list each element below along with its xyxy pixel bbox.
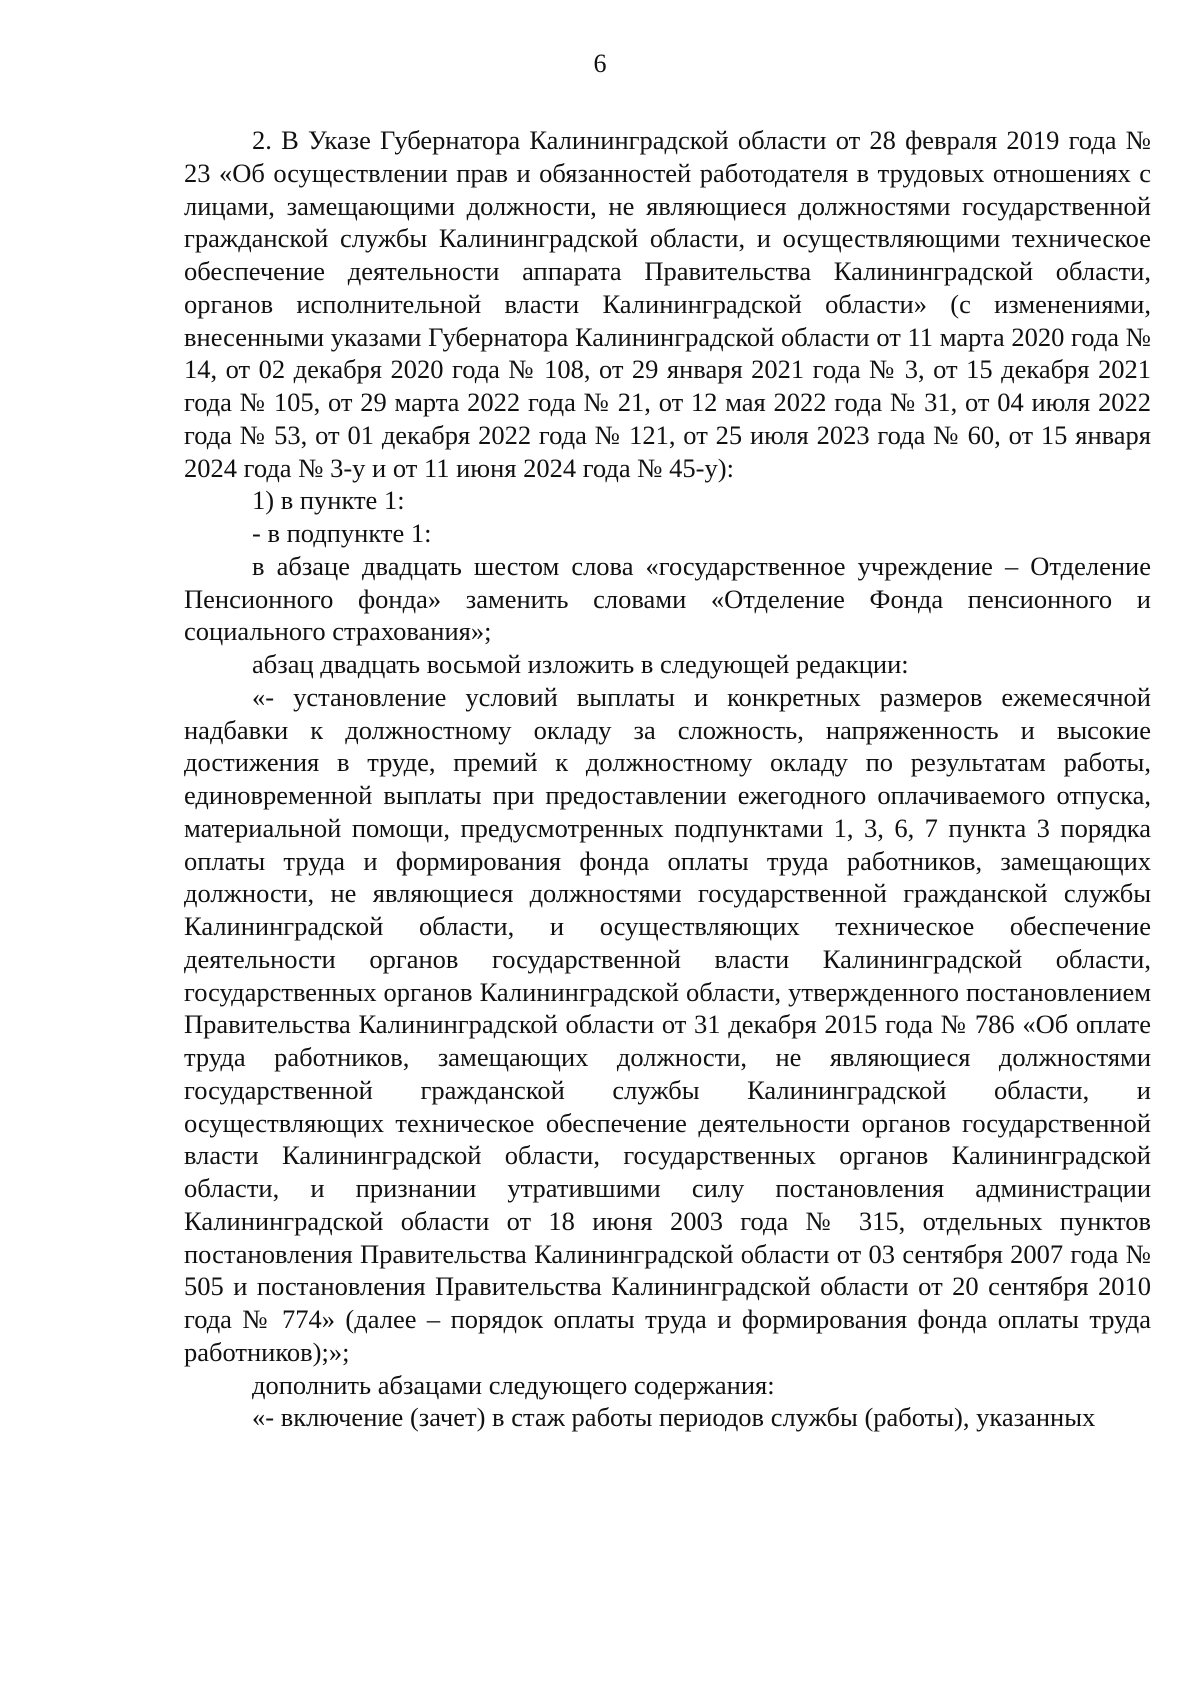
paragraph-supplement-text: «- включение (зачет) в стаж работы периодов службы (работы), указанных xyxy=(252,1402,1096,1433)
paragraph-abzac-28-intro: абзац двадцать восьмой изложить в следующей редакции: xyxy=(252,649,909,679)
paragraph-abzac-26: в абзаце двадцать шестом слова «государственное учреждение – Отделение Пенсионного фонда» заменить словами «Отделение Фонда пенсионного и социального страхования»; xyxy=(184,550,1151,647)
paragraph-supplement-intro: дополнить абзацами следующего содержания: xyxy=(252,1369,775,1400)
paragraph-decree-amendment: 2. В Указе Губернатора Калининградской области от 28 февраля 2019 года № 23 «Об осуществлении прав и обязанностей работодателя в трудовых отношениях с лицами, замещающими должности, не являющиеся должностями государственной гражданской службы Калининградской области, и осуществляющими техническое обеспечение деятельности аппарата Правительства Калининградской области, органов исполнительной власти Калининградской области» (с изменениями, внесенными указами Губернатора Калининградской области от 11 марта 2020 года № 14, от 02 декабря 2020 года № 108, от 29 января 2021 года № 3, от 15 декабря 2021 года № 105, от 29 марта 2022 года № 21, от 12 мая 2022 года № 31, от 04 июля 2022 года № 53, от 01 декабря 2022 года № 121, от 25 июля 2023 года № 60, от 15 января 2024 года № 3-у и от 11 июня 2024 года № 45-у): xyxy=(184,125,1151,483)
paragraph-item-1: 1) в пункте 1: xyxy=(252,485,405,516)
paragraph-abzac-28-text: «- установление условий выплаты и конкретных размеров ежемесячной надбавки к должностному окладу за сложность, напряженность и высокие достижения в труде, премий к должностному окладу по результатам работы, единовременной выплаты при предоставлении ежегодного оплачиваемого отпуска, материальной помощи, предусмотренных подпунктами 1, 3, 6, 7 пункта 3 порядка оплаты труда и формирования фонда оплаты труда работников, замещающих должности, не являющиеся должностями государственной гражданской службы Калининградской области, и осуществляющих техническое обеспечение деятельности органов государственной власти Калининградской области, государственных органов Калининградской области, утвержденного постановлением Правительства Калининградской области от 31 декабря 2015 года № 786 «Об оплате труда работников, замещающих должности, не являющиеся должностями государственной гражданской службы Калининградской области, и осуществляющих техническое обеспечение деятельности органов государственной власти Калининградской области, государственных органов Калининградской области, и признании утратившими силу постановления администрации Калининградской области от 18 июня 2003 года № 315, отдельных пунктов постановления Правительства Калининградской области от 03 сентября 2007 года № 505 и постановления Правительства Калининградской области от 20 сентября 2010 года № 774» (далее – порядок оплаты труда и формирования фонда оплаты труда работников);»; xyxy=(184,681,1151,1367)
page-number: 6 xyxy=(593,49,607,78)
document-body xyxy=(184,124,1151,1434)
paragraph-subitem-1: - в подпункте 1: xyxy=(252,518,432,548)
